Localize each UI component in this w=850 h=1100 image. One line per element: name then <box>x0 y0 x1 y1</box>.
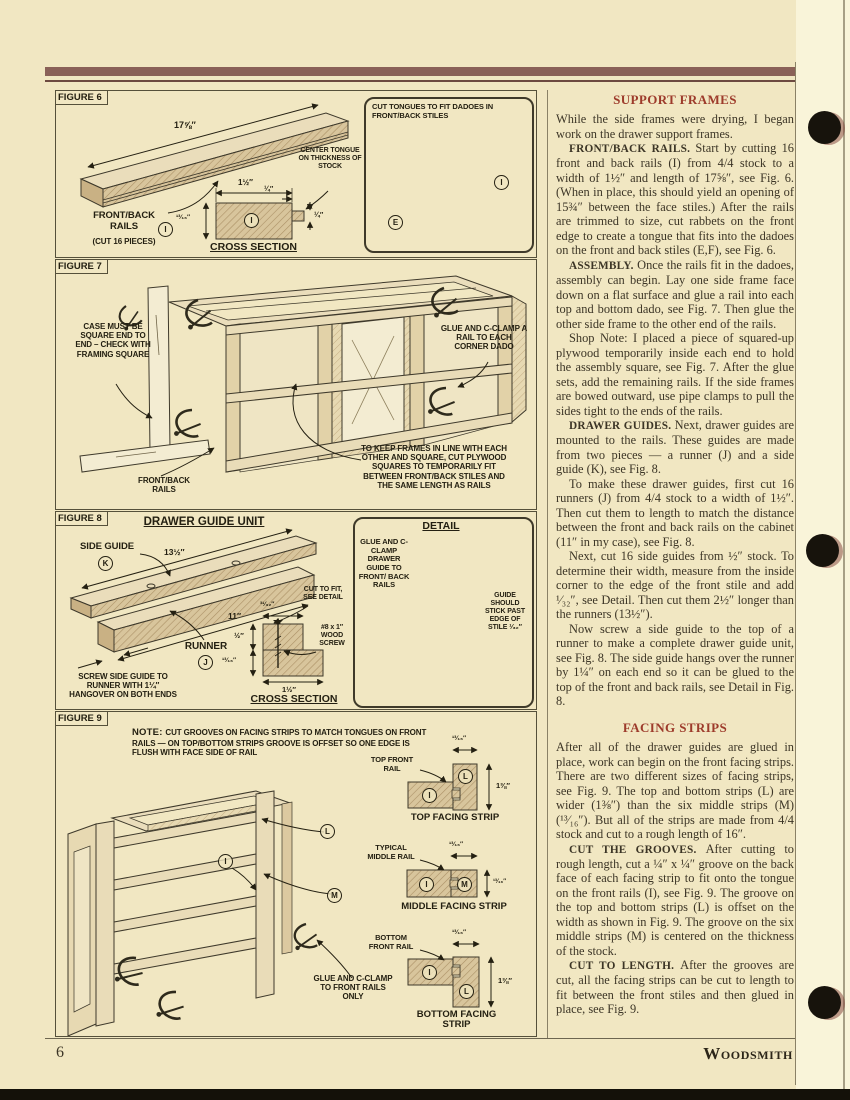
side-guide-dim: 13½″ <box>164 547 185 557</box>
binding-hole <box>808 111 841 144</box>
top-strip-width-dim: ¹³⁄₁₆″ <box>452 735 467 742</box>
footer-rule <box>45 1038 795 1039</box>
right-column-rule <box>795 62 796 1085</box>
middle-rail-letter-i: I <box>419 877 434 892</box>
binding-hole <box>806 534 839 567</box>
middle-strip-letter-m: M <box>457 877 472 892</box>
figure-9-note: NOTE: CUT GROOVES ON FACING STRIPS TO MATCH TONGUES ON FRONT RAILS — ON TOP/BOTTOM STRIPS GROOVE IS OFFSET SO ONE EDGE IS FLUSH WITH FACE SIDE OF RAIL <box>132 727 427 758</box>
figure-8-label: FIGURE 8 <box>55 511 108 526</box>
page-number: 6 <box>56 1044 64 1061</box>
detail-right-note: GUIDE SHOULD STICK PAST EDGE OF STILE ¹⁄₃₂″ <box>484 592 526 632</box>
cs-width-dim: 1½″ <box>238 178 253 187</box>
bottom-scan-edge <box>0 1089 850 1100</box>
paragraph: While the side frames were drying, I began work on the drawer support frames. <box>556 112 794 141</box>
runner-label: RUNNER <box>184 641 228 652</box>
paragraph: After all of the drawer guides are glued in place, work can begin on the front facing strips. There are two different sizes of facing strips, see Fig. 9. The top and bottom strips (L) are wider (1⅜″) than the six middle strips (M) (¹³⁄₁₆″). But all of the strips are made from 4/4 stock and cut to a rough length of 16″. <box>556 740 794 842</box>
cs-lower-dim: ¹³⁄₁₆″ <box>222 657 237 664</box>
paragraph: FRONT/BACK RAILS. Start by cutting 16 front and back rails (I) from 4/4 stock to a width of 1½″ and length of 17⅝″, see Fig. 6. (When in place, this should yield an opening of 15¾″ between the face stiles.) After the rails are trimmed to size, cut rabbets on the front edge to create a tongue that fits into the dadoes on the front and back stiles (E,F), see Fig. 6. <box>556 141 794 258</box>
wood-screw-label: #8 x 1″ WOOD SCREW <box>319 624 345 648</box>
cs-height-dim: ¹³⁄₁₆″ <box>176 214 191 221</box>
middle-strip-caption: MIDDLE FACING STRIP <box>401 901 507 912</box>
paragraph: DRAWER GUIDES. Next, drawer guides are mounted to the rails. These guides are made from two pieces — a runner (J) and a side guide (K), see Fig. 8. <box>556 418 794 477</box>
front-back-rails-label: FRONT/BACK RAILS <box>138 476 190 495</box>
paragraph: To make these drawer guides, first cut 16 runners (J) from 4/4 stock to a width of 1½″. Then cut them to length to match the distance between the front and back rails on the cabinet (11″ in my case), see Fig. 8. <box>556 476 794 549</box>
glue-clamp-note: GLUE AND C-CLAMP TO FRONT RAILS ONLY <box>313 974 393 1002</box>
cross-section-caption: CROSS SECTION <box>250 693 338 705</box>
cs-upper-dim: ½″ <box>234 631 244 640</box>
side-guide-label: SIDE GUIDE <box>80 541 134 552</box>
section-heading-facing-strips: FACING STRIPS <box>622 719 728 735</box>
figure-8 <box>55 511 537 710</box>
top-front-rail-label: TOP FRONT RAIL <box>370 755 414 773</box>
bottom-front-rail-label: BOTTOM FRONT RAIL <box>368 933 414 951</box>
runner-dim: 11″ <box>228 611 242 621</box>
bottom-strip-caption: BOTTOM FACING STRIP <box>416 1009 497 1031</box>
paragraph: CUT THE GROOVES. After cutting to rough length, cut a ¼″ x ¼″ groove on the back face of each facing strip to fit onto the tongue on the front rails (I), see Fig. 9. The groove on the top and bottom strips (L) is offset on the width as shown in Fig. 9. The groove on the six middle strips (M) is centered on the thickness of the stock. <box>556 841 794 958</box>
middle-strip-height-dim: ¹³⁄₁₆″ <box>493 879 507 885</box>
rail-length-dim: 17⅝″ <box>174 120 196 130</box>
cs-tongue-inset-dim: ¼″ <box>264 186 274 193</box>
cut-to-fit-note: CUT TO FIT, SEE DETAIL <box>303 586 343 602</box>
figure-6-inset <box>364 97 534 253</box>
cs-letter-i: I <box>244 213 259 228</box>
side-guide-letter-k: K <box>98 556 113 571</box>
paragraph: Shop Note: I placed a piece of squared-up plywood temporarily inside each end to hold the assembly square, see Fig. 7. After the glue sets, add the remaining rails. If the side frames are bowed outward, use pipe clamps to pull the sides tight to the ends of the rails. <box>556 331 794 418</box>
column-divider <box>547 90 548 1038</box>
screw-note: SCREW SIDE GUIDE TO RUNNER WITH 1¼″ HANGOVER ON BOTH ENDS <box>69 672 177 700</box>
section-heading-support-frames: SUPPORT FRAMES <box>613 92 737 107</box>
part-letter-i: I <box>158 222 173 237</box>
top-thick-rule <box>45 67 811 76</box>
detail-title: DETAIL <box>422 520 460 532</box>
inset-letter-i: I <box>494 175 509 190</box>
cabinet-letter-m: M <box>327 888 342 903</box>
cs-top-dim: ³¹⁄₃₂″ <box>260 601 275 608</box>
cross-section-caption: CROSS SECTION <box>210 241 297 253</box>
top-strip-letter-l: L <box>458 769 473 784</box>
cabinet-letter-l: L <box>320 824 335 839</box>
runner-letter-j: J <box>198 655 213 670</box>
paragraph: CUT TO LENGTH. After the grooves are cut, all the facing strips can be cut to length to fit between the front stiles and then glued in place, see Fig. 9. <box>556 958 794 1017</box>
paragraph: ASSEMBLY. Once the rails fit in the dadoes, assembly can begin. Lay one side frame face down on a flat surface and glue a rail into each top and bottom dado, see Fig. 7. Then glue the other side frame to the other end of the rails. <box>556 257 794 331</box>
middle-strip-width-dim: ¹³⁄₁₆″ <box>449 841 464 848</box>
figure-9 <box>55 711 537 1037</box>
scan-edge <box>843 0 845 1100</box>
figure-7 <box>55 259 537 510</box>
bottom-rail-letter-i: I <box>422 965 437 980</box>
bottom-strip-height-dim: 1⅜″ <box>498 976 513 985</box>
top-strip-caption: TOP FACING STRIP <box>410 812 500 823</box>
figure-7-label: FIGURE 7 <box>55 259 108 274</box>
cs-tongue-dim: ¼″ <box>314 212 324 219</box>
cabinet-letter-i: I <box>218 854 233 869</box>
detail-left-note: GLUE AND C-CLAMP DRAWER GUIDE TO FRONT/ BACK RAILS <box>358 537 410 590</box>
top-rail-letter-i: I <box>422 788 437 803</box>
center-tongue-note: CENTER TONGUE ON THICKNESS OF STOCK <box>298 147 362 171</box>
middle-rail-label: TYPICAL MIDDLE RAIL <box>367 843 415 861</box>
paragraph: Now screw a side guide to the top of a runner to make a complete drawer guide unit, see Fig. 8. The side guide hangs over the runner by 1¼″ on each end so it can be glued to the top of the front and back rails, see Detail in Fig. 8. <box>556 621 794 709</box>
cut-pieces-note: (CUT 16 PIECES) <box>92 237 156 246</box>
inset-note: CUT TONGUES TO FIT DADOES IN FRONT/BACK STILES <box>372 102 494 120</box>
bottom-strip-width-dim: ¹³⁄₁₆″ <box>452 929 467 936</box>
paragraph: Next, cut 16 side guides from ½″ stock. To determine their width, measure from the inside corner to the edge of the front stile and add ¹⁄₃₂″, see Detail. Then cut them 2½″ longer than the runners (13½″). <box>556 549 794 622</box>
note-lead: NOTE: <box>132 727 163 738</box>
top-thin-rule <box>45 80 812 82</box>
clamp-note: GLUE AND C-CLAMP A RAIL TO EACH CORNER DADO <box>440 324 528 352</box>
drawer-guide-unit-title: DRAWER GUIDE UNIT <box>143 516 265 528</box>
cs-bottom-dim: 1½″ <box>282 685 297 694</box>
binding-hole <box>808 986 841 1019</box>
square-note: CASE MUST BE SQUARE END TO END – CHECK WITH FRAMING SQUARE <box>75 322 151 359</box>
plywood-note: TO KEEP FRAMES IN LINE WITH EACH OTHER AND SQUARE, CUT PLYWOOD SQUARES TO TEMPORARILY FIT BETWEEN FRONT/BACK STILES AND THE SAME LENGTH AS RAILS <box>361 444 507 490</box>
magazine-brand: Woodsmith <box>703 1044 793 1063</box>
figure-6-label: FIGURE 6 <box>55 90 108 105</box>
article-column <box>556 92 794 1017</box>
figure-9-label: FIGURE 9 <box>55 711 108 726</box>
inset-letter-e: E <box>388 215 403 230</box>
bottom-strip-letter-l: L <box>459 984 474 999</box>
top-strip-height-dim: 1⅜″ <box>496 781 511 790</box>
figure-6 <box>55 90 537 258</box>
rail-part-label: FRONT/BACK RAILS <box>93 210 155 232</box>
